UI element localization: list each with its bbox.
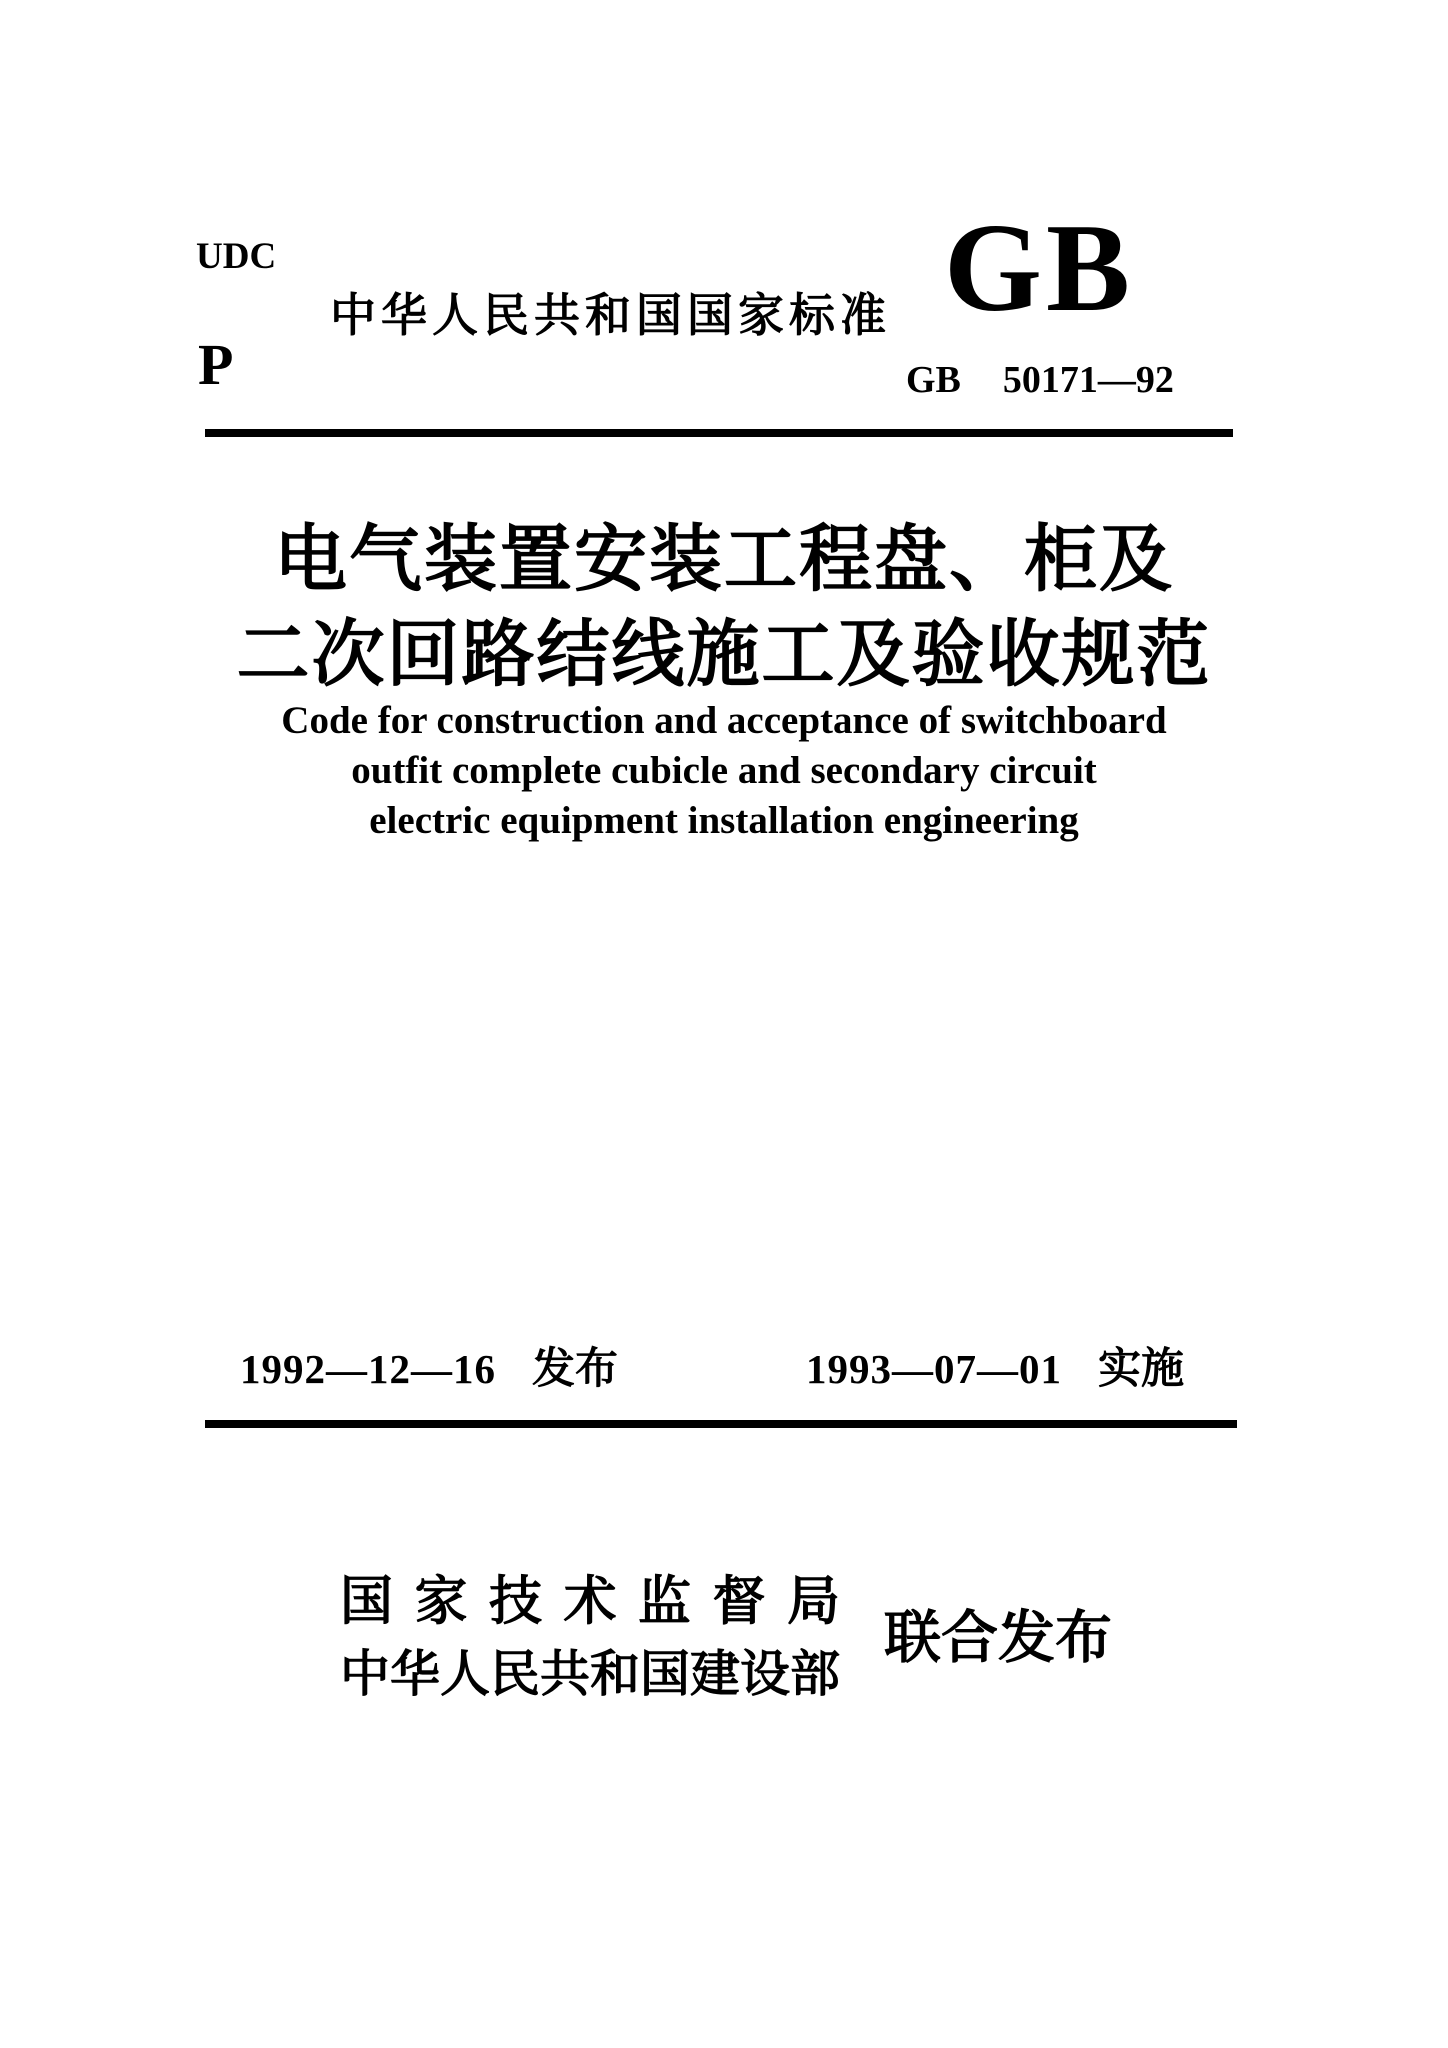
implement-date-group [806, 1345, 1184, 1393]
implement-date: 1993—07—01 [806, 1346, 1062, 1392]
publisher-names [340, 1565, 840, 1711]
classification-code: P [198, 332, 234, 397]
bottom-divider-rule [205, 1420, 1237, 1428]
title-chinese-line1: 电气装置安装工程盘、柜及 [274, 519, 1174, 600]
issue-date: 1992—12—16 [240, 1346, 496, 1392]
udc-label: UDC [196, 236, 277, 277]
publisher-line2: 中华人民共和国建设部 [340, 1646, 840, 1702]
top-divider-rule [205, 429, 1233, 437]
title-chinese [0, 512, 1448, 702]
issue-date-group [240, 1345, 618, 1393]
title-english [0, 696, 1448, 846]
title-english-line2: outfit complete cubicle and secondary circuit [351, 749, 1097, 792]
title-english-line1: Code for construction and acceptance of switchboard [281, 699, 1167, 742]
implement-label: 实施 [1098, 1345, 1184, 1393]
standard-number [906, 360, 1174, 402]
joint-publish-label: 联合发布 [884, 1605, 1112, 1670]
publisher-line1: 国 家 技 术 监 督 局 [340, 1572, 840, 1631]
publishers-block [340, 1565, 1112, 1711]
gb-logo: GB [944, 199, 1135, 338]
standard-number-code: 50171—92 [1002, 359, 1174, 401]
title-english-line3: electric equipment installation engineering [369, 799, 1079, 842]
standard-number-prefix: GB [906, 359, 961, 401]
dates-row [0, 1345, 1448, 1394]
national-standard-heading: 中华人民共和国国家标准 [330, 289, 891, 341]
title-chinese-line2: 二次回路结线施工及验收规范 [236, 614, 1212, 695]
issue-label: 发布 [532, 1345, 618, 1393]
